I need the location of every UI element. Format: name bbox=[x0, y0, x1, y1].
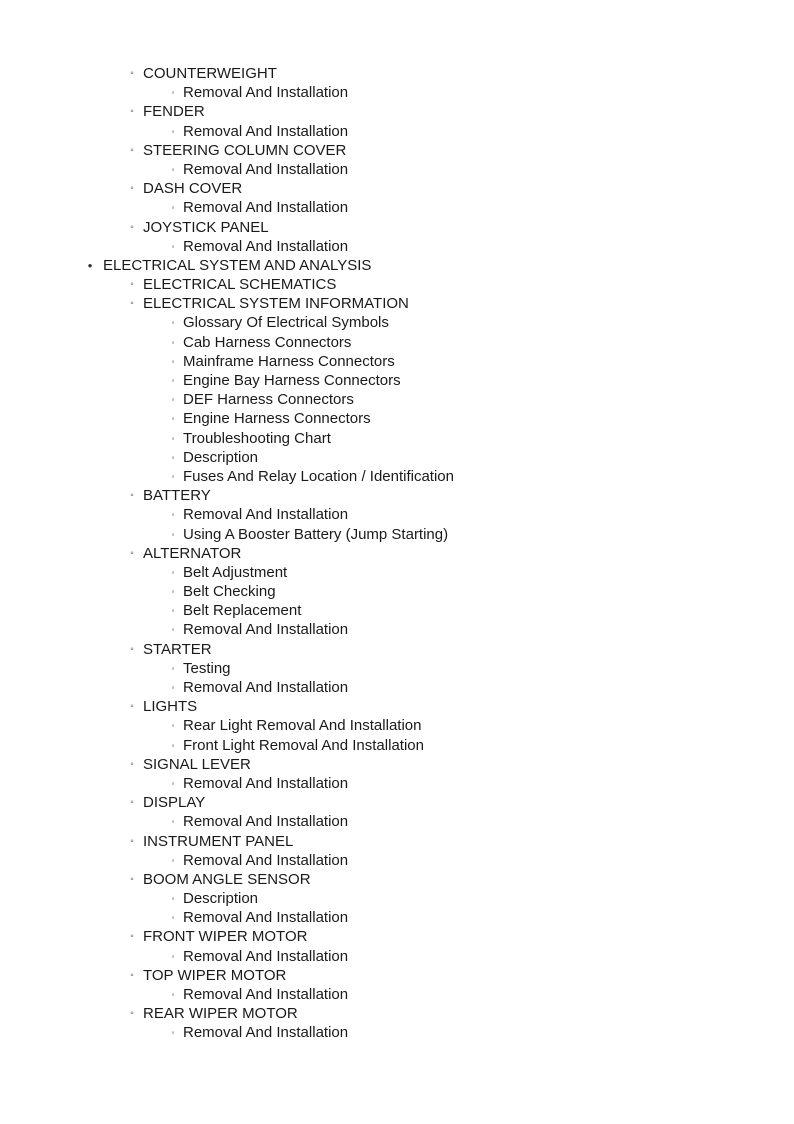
topic-item bbox=[0, 429, 794, 448]
topic-item bbox=[0, 716, 794, 735]
bullet-icon: ◦ bbox=[171, 471, 175, 481]
bullet-icon: ◦ bbox=[171, 817, 175, 827]
item-label: BATTERY bbox=[143, 487, 211, 505]
bullet-icon: ◦ bbox=[171, 740, 175, 750]
bullet-icon: ◦ bbox=[130, 931, 134, 943]
item-label: FRONT WIPER MOTOR bbox=[143, 928, 308, 946]
item-label: Engine Harness Connectors bbox=[183, 410, 371, 428]
item-label: Description bbox=[183, 890, 259, 908]
item-label: Troubleshooting Chart bbox=[183, 429, 331, 447]
topic-item bbox=[0, 352, 794, 371]
item-label: Mainframe Harness Connectors bbox=[183, 352, 395, 370]
item-label: Removal And Installation bbox=[183, 813, 349, 831]
bullet-icon: ◦ bbox=[171, 318, 175, 328]
item-label: Removal And Installation bbox=[183, 199, 349, 217]
topic-item bbox=[0, 160, 794, 179]
item-label: Description bbox=[183, 448, 259, 466]
bullet-icon: ◦ bbox=[130, 279, 134, 291]
topic-item bbox=[0, 122, 794, 141]
topic-item bbox=[0, 237, 794, 256]
topic-item bbox=[0, 851, 794, 870]
item-label: Removal And Installation bbox=[183, 947, 349, 965]
bullet-icon: ◦ bbox=[171, 376, 175, 385]
item-label: Using A Booster Battery (Jump Starting) bbox=[183, 525, 449, 543]
bullet-icon: ◦ bbox=[171, 587, 175, 597]
item-label: DEF Harness Connectors bbox=[183, 391, 354, 409]
item-label: ELECTRICAL SCHEMATICS bbox=[143, 276, 337, 294]
item-label: TOP WIPER MOTOR bbox=[143, 966, 287, 984]
item-label: Removal And Installation bbox=[183, 774, 349, 792]
topic-item bbox=[0, 601, 794, 620]
item-label: Glossary Of Electrical Symbols bbox=[183, 314, 389, 332]
subsection-item bbox=[0, 179, 794, 198]
topic-item bbox=[0, 83, 794, 102]
bullet-icon: ◦ bbox=[171, 337, 175, 347]
item-label: ELECTRICAL SYSTEM AND ANALYSIS bbox=[103, 256, 372, 274]
bullet-icon: ◦ bbox=[130, 106, 134, 118]
bullet-icon: ◦ bbox=[171, 894, 175, 904]
item-label: Removal And Installation bbox=[183, 851, 349, 869]
bullet-icon: ◦ bbox=[130, 221, 134, 233]
item-label: ELECTRICAL SYSTEM INFORMATION bbox=[143, 295, 409, 313]
bullet-icon: ◦ bbox=[171, 395, 175, 405]
item-label: Belt Replacement bbox=[183, 602, 302, 620]
item-label: Fuses And Relay Location / Identification bbox=[183, 467, 454, 485]
bullet-icon: ◦ bbox=[130, 835, 134, 847]
item-label: Removal And Installation bbox=[183, 679, 349, 696]
topic-item bbox=[0, 505, 794, 524]
subsection-item bbox=[0, 755, 794, 774]
item-label: JOYSTICK PANEL bbox=[143, 218, 269, 236]
topic-item bbox=[0, 812, 794, 831]
item-label: ALTERNATOR bbox=[143, 544, 242, 562]
table-of-contents bbox=[0, 64, 794, 1043]
bullet-icon: ◦ bbox=[171, 951, 175, 961]
bullet-icon: ◦ bbox=[130, 797, 134, 809]
item-label: DASH COVER bbox=[143, 180, 243, 198]
subsection-item bbox=[0, 870, 794, 889]
subsection-item bbox=[0, 1004, 794, 1023]
bullet-icon: ◦ bbox=[171, 510, 175, 520]
bullet-icon: ◦ bbox=[130, 490, 134, 502]
topic-item bbox=[0, 313, 794, 332]
bullet-icon: ◦ bbox=[171, 606, 175, 616]
topic-item bbox=[0, 525, 794, 544]
bullet-icon: ◦ bbox=[130, 547, 134, 559]
subsection-item bbox=[0, 793, 794, 812]
item-label: STARTER bbox=[143, 640, 212, 658]
bullet-icon: ◦ bbox=[171, 126, 175, 136]
bullet-icon: ◦ bbox=[130, 758, 134, 770]
subsection-item bbox=[0, 697, 794, 716]
subsection-item bbox=[0, 640, 794, 659]
item-label: BOOM ANGLE SENSOR bbox=[143, 870, 311, 888]
item-label: Cab Harness Connectors bbox=[183, 333, 352, 351]
item-label: Removal And Installation bbox=[183, 122, 349, 140]
bullet-icon: ◦ bbox=[171, 1028, 175, 1038]
item-label: LIGHTS bbox=[143, 698, 198, 716]
bullet-icon: ◦ bbox=[130, 183, 134, 195]
topic-item bbox=[0, 467, 794, 486]
bullet-icon: ◦ bbox=[171, 990, 175, 999]
item-label: Removal And Installation bbox=[183, 84, 349, 102]
subsection-item bbox=[0, 966, 794, 985]
topic-item bbox=[0, 448, 794, 467]
topic-item bbox=[0, 620, 794, 639]
bullet-icon: ◦ bbox=[171, 625, 175, 635]
bullet-icon: ◦ bbox=[171, 567, 175, 577]
topic-item bbox=[0, 736, 794, 755]
bullet-icon: ◦ bbox=[130, 1008, 134, 1020]
subsection-item bbox=[0, 544, 794, 563]
bullet-icon: ◦ bbox=[171, 663, 175, 673]
bullet-icon: ◦ bbox=[171, 164, 175, 174]
item-label: Testing bbox=[183, 659, 231, 677]
item-label: INSTRUMENT PANEL bbox=[143, 832, 294, 850]
bullet-icon: ◦ bbox=[130, 643, 134, 655]
topic-item bbox=[0, 659, 794, 678]
bullet-icon: ◦ bbox=[130, 701, 134, 713]
bullet-icon: ◦ bbox=[130, 969, 134, 981]
item-label: COUNTERWEIGHT bbox=[143, 65, 277, 82]
bullet-icon: ◦ bbox=[171, 529, 175, 539]
item-label: DISPLAY bbox=[143, 794, 206, 812]
item-label: Removal And Installation bbox=[183, 160, 349, 178]
topic-item bbox=[0, 1023, 794, 1042]
item-label: Removal And Installation bbox=[183, 1024, 349, 1042]
bullet-icon: ◦ bbox=[171, 88, 175, 98]
bullet-icon: ◦ bbox=[130, 873, 134, 885]
bullet-icon: ◦ bbox=[171, 241, 175, 251]
topic-item bbox=[0, 390, 794, 409]
bullet-icon: ◦ bbox=[171, 683, 175, 692]
item-label: Rear Light Removal And Installation bbox=[183, 717, 422, 735]
topic-item bbox=[0, 889, 794, 908]
bullet-icon: ◦ bbox=[171, 721, 175, 731]
topic-item bbox=[0, 409, 794, 428]
item-label: STEERING COLUMN COVER bbox=[143, 141, 347, 159]
item-label: FENDER bbox=[143, 103, 205, 121]
bullet-icon: ◦ bbox=[130, 298, 134, 310]
bullet-icon: ◦ bbox=[171, 778, 175, 788]
item-label: Removal And Installation bbox=[183, 506, 349, 524]
bullet-icon: ◦ bbox=[171, 452, 175, 462]
topic-item bbox=[0, 774, 794, 793]
item-label: Removal And Installation bbox=[183, 909, 349, 927]
subsection-item bbox=[0, 102, 794, 121]
topic-item bbox=[0, 563, 794, 582]
bullet-icon: ◦ bbox=[171, 356, 175, 366]
item-label: Removal And Installation bbox=[183, 621, 349, 639]
topic-item bbox=[0, 582, 794, 601]
topic-item bbox=[0, 198, 794, 217]
topic-item bbox=[0, 947, 794, 966]
subsection-item bbox=[0, 64, 794, 83]
bullet-icon: • bbox=[87, 257, 93, 273]
bullet-icon: ◦ bbox=[171, 913, 175, 923]
topic-item bbox=[0, 908, 794, 927]
topic-item bbox=[0, 371, 794, 390]
bullet-icon: ◦ bbox=[130, 144, 134, 156]
subsection-item bbox=[0, 141, 794, 160]
subsection-item bbox=[0, 275, 794, 294]
topic-item bbox=[0, 678, 794, 697]
bullet-icon: ◦ bbox=[171, 855, 175, 865]
item-label: Belt Adjustment bbox=[183, 563, 288, 581]
item-label: Belt Checking bbox=[183, 583, 276, 601]
subsection-item bbox=[0, 294, 794, 313]
bullet-icon: ◦ bbox=[171, 433, 175, 443]
section-item bbox=[0, 256, 794, 275]
item-label: Removal And Installation bbox=[183, 237, 349, 255]
item-label: Engine Bay Harness Connectors bbox=[183, 372, 401, 389]
topic-item bbox=[0, 333, 794, 352]
bullet-icon: ◦ bbox=[171, 414, 175, 424]
subsection-item bbox=[0, 832, 794, 851]
item-label: Front Light Removal And Installation bbox=[183, 736, 424, 754]
item-label: SIGNAL LEVER bbox=[143, 755, 251, 773]
item-label: REAR WIPER MOTOR bbox=[143, 1005, 298, 1023]
subsection-item bbox=[0, 218, 794, 237]
subsection-item bbox=[0, 486, 794, 505]
bullet-icon: ◦ bbox=[130, 68, 134, 79]
item-label: Removal And Installation bbox=[183, 986, 349, 1003]
subsection-item bbox=[0, 927, 794, 946]
bullet-icon: ◦ bbox=[171, 203, 175, 213]
topic-item bbox=[0, 985, 794, 1004]
